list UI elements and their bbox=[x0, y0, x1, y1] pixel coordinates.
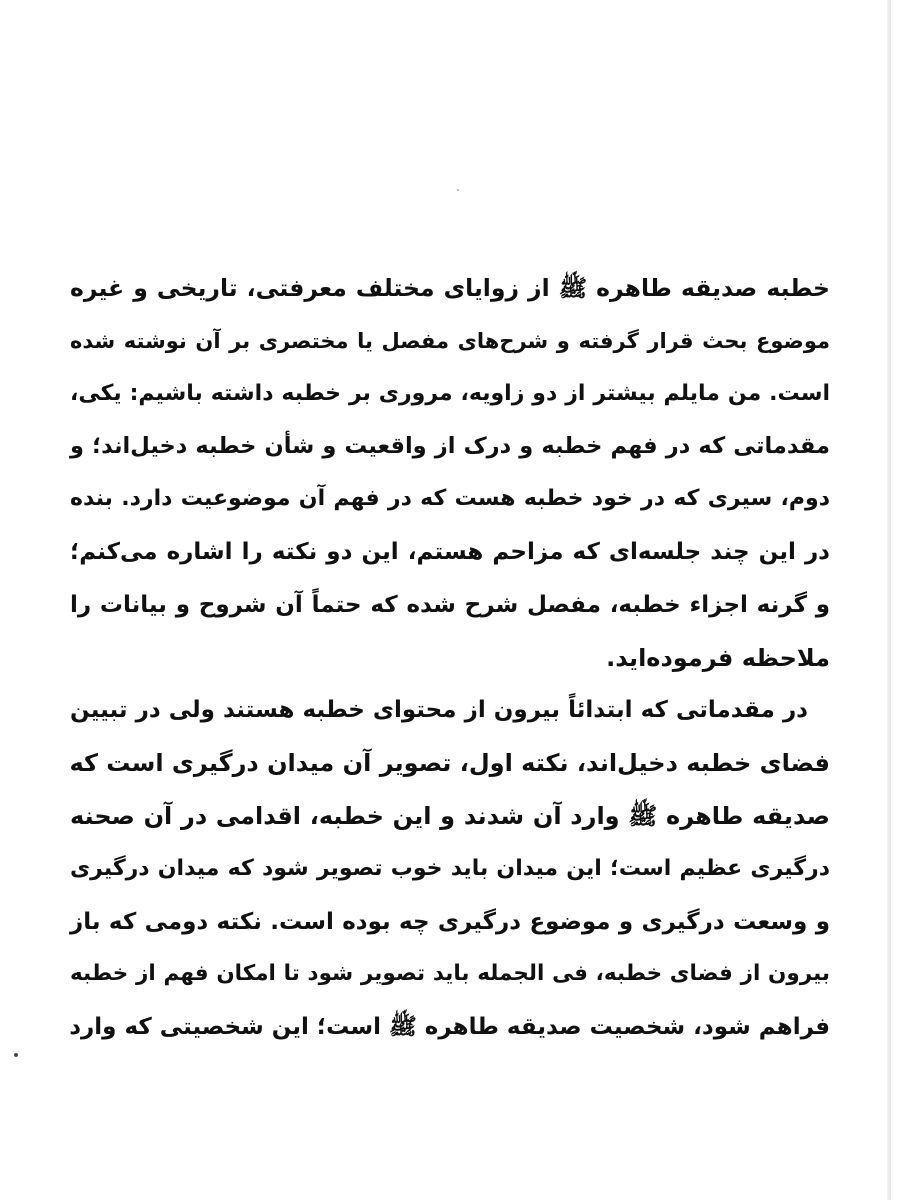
text-line: صدیقه طاهره ﷺ وارد آن شدند و این خطبه، اقدامی در آن صحنه bbox=[70, 801, 830, 830]
body-text bbox=[70, 262, 830, 1054]
text-line: بیرون از فضای خطبه، فی الجمله باید تصویر شود تا امکان فهم از خطبه bbox=[70, 961, 830, 987]
text-line: فضای خطبه دخیل‌اند، نکته اول، تصویر آن میدان درگیری است که bbox=[69, 749, 830, 778]
text-line: خطبه صدیقه طاهره ﷺ از زوایای مختلف معرفتی، تاریخی و غیره bbox=[70, 274, 830, 302]
text-line: و گرنه اجزاء خطبه، مفصل شرح شده که حتماً آن شروح و بیانات را bbox=[70, 591, 830, 618]
text-line: و وسعت درگیری و موضوع درگیری چه بوده است. نکته دومی که باز bbox=[70, 908, 830, 935]
text-line: ملاحظه فرموده‌اید. bbox=[606, 643, 830, 672]
paragraph-1 bbox=[70, 262, 830, 684]
text-line: فراهم شود، شخصیت صدیقه طاهره ﷺ است؛ این شخصیتی که وارد bbox=[69, 1014, 830, 1041]
text-line: دوم، سیری که در خود خطبه هست که در فهم آن موضوعیت دارد. بنده bbox=[70, 486, 830, 512]
text-line: مقدماتی که در فهم خطبه و درک از واقعیت و شأن خطبه دخیل‌اند؛ و bbox=[70, 433, 830, 460]
text-line: در مقدماتی که ابتدائاً بیرون از محتوای خطبه هستند ولی در تبیین bbox=[70, 697, 808, 724]
paper-speck bbox=[457, 189, 459, 191]
margin-dot bbox=[14, 1053, 18, 1057]
text-line: درگیری عظیم است؛ این میدان باید خوب تصویر شود که میدان درگیری bbox=[70, 855, 830, 881]
page-edge bbox=[887, 0, 891, 1200]
paragraph-2 bbox=[70, 684, 830, 1054]
text-line: است. من مایلم بیشتر از دو زاویه، مروری بر خطبه داشته باشیم: یکی، bbox=[70, 380, 830, 406]
text-line: موضوع بحث قرار گرفته و شرح‌های مفصل یا مختصری بر آن نوشته شده bbox=[70, 328, 830, 353]
text-line: در این چند جلسه‌ای که مزاحم هستم، این دو نکته را اشاره می‌کنم؛ bbox=[70, 538, 830, 565]
